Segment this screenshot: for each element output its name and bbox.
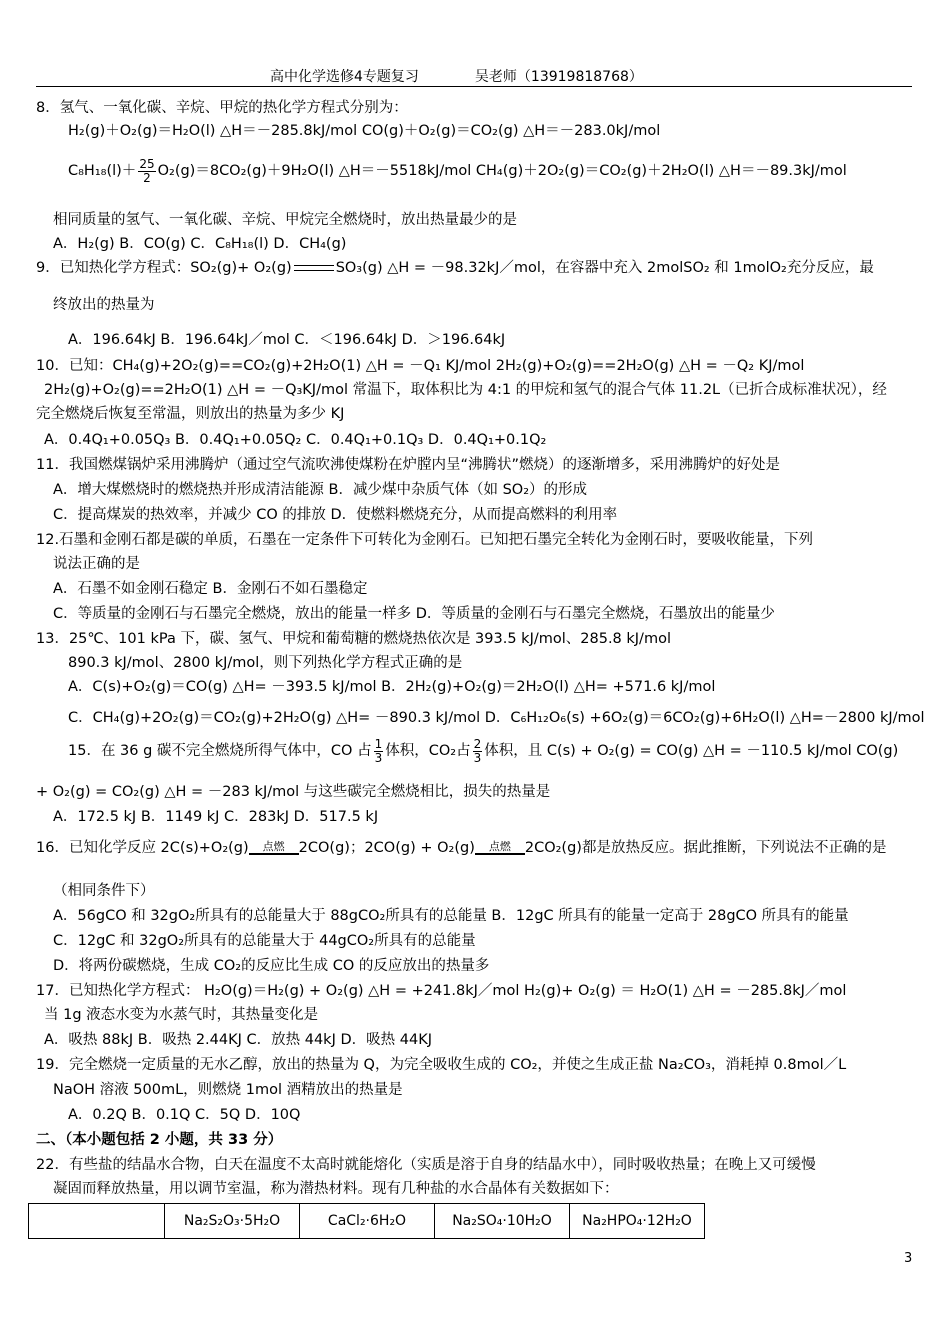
table-header-cell: Na₂SO₄·10H₂O — [435, 1204, 570, 1239]
header-teacher: 吴老师（13919818768） — [474, 69, 643, 85]
q15-fraction-1 — [374, 738, 384, 765]
q15-options: A．172.5 kJ B．1149 kJ C．283kJ D．517.5 kJ — [53, 809, 379, 825]
q19-line2: NaOH 溶液 500mL，则燃烧 1mol 酒精放出的热量是 — [53, 1082, 403, 1098]
q16-line1 — [36, 838, 886, 858]
q13-line1: 13．25℃、101 kPa 下，碳、氢气、甲烷和葡萄糖的燃烧热依次是 393.5 kJ/mol、285.8 kJ/mol — [36, 631, 671, 647]
equilibrium-arrow-icon — [294, 263, 334, 273]
q8-eq2b: O₂(g)＝8CO₂(g)＋9H₂O(l) △H＝－5518kJ/mol CH₄(g)＋2O₂(g)＝CO₂(g)＋2H₂O(l) △H＝－89.3kJ/mol — [157, 163, 847, 179]
q13-opt1: A．C(s)+O₂(g)＝CO(g) △H= －393.5 kJ/mol B．2H₂(g)+O₂(g)＝2H₂O(l) △H= +571.6 kJ/mol — [68, 679, 716, 695]
q9-stem-a: 9．已知热化学方程式：SO₂(g)+ O₂(g) — [36, 260, 292, 276]
q15-fraction-2 — [473, 738, 483, 765]
q16-b: 2CO(g)；2CO(g) + O₂(g) — [298, 840, 475, 856]
q8-question: 相同质量的氢气、一氧化碳、辛烷、甲烷完全燃烧时，放出热量最少的是 — [53, 212, 517, 228]
header-title: 高中化学选修4专题复习 — [270, 69, 419, 85]
q15-line2: + O₂(g) = CO₂(g) △H = －283 kJ/mol 与这些碳完全燃烧相比，损失的热量是 — [36, 784, 551, 800]
hydrate-data-table — [28, 1203, 705, 1239]
table-header-cell: Na₂HPO₄·12H₂O — [570, 1204, 705, 1239]
q12-line1: 12.石墨和金刚石都是碳的单质，石墨在一定条件下可转化为金刚石。已知把石墨完全转化为金刚石时，要吸收能量，下列 — [36, 532, 814, 548]
q8-stem: 8．氢气、一氧化碳、辛烷、甲烷的热化学方程式分别为： — [36, 100, 408, 116]
section-2-heading: 二、（本小题包括 2 小题，共 33 分） — [36, 1132, 283, 1148]
q15-f1-num: 1 — [374, 736, 383, 751]
q16-opt1: A．56gCO 和 32gO₂所具有的总能量大于 88gCO₂所具有的总能量 B．12gC 所具有的能量一定高于 28gCO 所具有的能量 — [53, 908, 849, 924]
q13-line2: 890.3 kJ/mol、2800 kJ/mol，则下列热化学方程式正确的是 — [68, 655, 463, 671]
q9-stem-b: SO₃(g) △H = －98.32kJ／mol，在容器中充入 2molSO₂ 和 1molO₂充分反应，最 — [335, 260, 874, 276]
q12-opt2: C．等质量的金刚石与石墨完全燃烧，放出的能量一样多 D．等质量的金刚石与石墨完全燃烧，石墨放出的能量少 — [53, 606, 775, 622]
q16-line2: （相同条件下） — [53, 883, 155, 899]
q8-frac-den: 2 — [143, 170, 151, 185]
table-header-row — [29, 1204, 705, 1239]
q10-options: A．0.4Q₁+0.05Q₃ B．0.4Q₁+0.05Q₂ C．0.4Q₁+0.1Q₃ D．0.4Q₁+0.1Q₂ — [44, 432, 547, 448]
q15-a: 15．在 36 g 碳不完全燃烧所得气体中，CO 占 — [68, 743, 372, 759]
q13-opt2: C．CH₄(g)+2O₂(g)＝CO₂(g)+2H₂O(g) △H= －890.3 kJ/mol D．C₆H₁₂O₆(s) +6O₂(g)＝6CO₂(g)+6H₂O(l) △H=－2800 kJ/mol — [68, 710, 925, 726]
q10-line1: 10．已知：CH₄(g)+2O₂(g)==CO₂(g)+2H₂O(1) △H = －Q₁ KJ/mol 2H₂(g)+O₂(g)==2H₂O(g) △H = －Q₂ KJ/mol — [36, 358, 805, 374]
q15-c: 体积，且 C(s) + O₂(g) = CO(g) △H = －110.5 kJ/mol CO(g) — [484, 743, 899, 759]
q16-condition-1: 点燃 — [249, 841, 299, 855]
table-header-cell: Na₂S₂O₃·5H₂O — [165, 1204, 300, 1239]
q17-line1: 17．已知热化学方程式： H₂O(g)＝H₂(g) + O₂(g) △H = +241.8kJ／mol H₂(g)+ O₂(g) ＝ H₂O(1) △H = －285.8kJ／mol — [36, 983, 847, 999]
q15-line1 — [68, 734, 898, 768]
table-header-cell — [29, 1204, 165, 1239]
q8-frac-num: 25 — [139, 156, 155, 171]
q9-options: A．196.64kJ B．196.64kJ／mol C．＜196.64kJ D．＞196.64kJ — [68, 332, 506, 348]
q10-line2: 2H₂(g)+O₂(g)==2H₂O(1) △H = －Q₃KJ/mol 常温下，取体积比为 4:1 的甲烷和氢气的混合气体 11.2L（已折合成标准状况），经 — [44, 382, 887, 398]
q16-c: 2CO₂(g)都是放热反应。据此推断，下列说法不正确的是 — [524, 840, 887, 856]
q16-opt2: C．12gC 和 32gO₂所具有的总能量大于 44gCO₂所具有的总能量 — [53, 933, 476, 949]
page-number: 3 — [904, 1251, 913, 1266]
q11-opt1: A．增大煤燃烧时的燃烧热并形成清洁能源 B．减少煤中杂质气体（如 SO₂）的形成 — [53, 482, 588, 498]
q11-stem: 11．我国燃煤锅炉采用沸腾炉（通过空气流吹沸使煤粉在炉膛内呈“沸腾状”燃烧）的逐渐增多，采用沸腾炉的好处是 — [36, 457, 780, 473]
q16-opt3: D．将两份碳燃烧，生成 CO₂的反应比生成 CO 的反应放出的热量多 — [53, 958, 490, 974]
q16-a: 16．已知化学反应 2C(s)+O₂(g) — [36, 840, 249, 856]
q8-eq2 — [68, 154, 847, 188]
q15-f2-den: 3 — [473, 750, 482, 765]
q8-options: A．H₂(g) B．CO(g) C．C₈H₁₈(l) D．CH₄(g) — [53, 236, 347, 252]
q15-b: 体积，CO₂占 — [385, 743, 471, 759]
q22-line1: 22．有些盐的结晶水合物，白天在温度不太高时就能熔化（实质是溶于自身的结晶水中），同时吸收热量；在晚上又可缓慢 — [36, 1157, 816, 1173]
header-rule — [36, 86, 912, 87]
table-header-cell: CaCl₂·6H₂O — [300, 1204, 435, 1239]
q11-opt2: C．提高煤炭的热效率，并减少 CO 的排放 D．使燃料燃烧充分，从而提高燃料的利用率 — [53, 507, 618, 523]
q19-line1: 19．完全燃烧一定质量的无水乙醇，放出的热量为 Q，为完全吸收生成的 CO₂，并使之生成正盐 Na₂CO₃，消耗掉 0.8mol／L — [36, 1057, 847, 1073]
page-header — [270, 66, 643, 86]
q12-line2: 说法正确的是 — [53, 556, 140, 572]
q8-eq1: H₂(g)＋O₂(g)＝H₂O(l) △H＝－285.8kJ/mol CO(g)＋O₂(g)＝CO₂(g) △H＝－283.0kJ/mol — [68, 123, 661, 139]
q9-stem-c: 终放出的热量为 — [53, 297, 155, 313]
q12-opt1: A．石墨不如金刚石稳定 B．金刚石不如石墨稳定 — [53, 581, 368, 597]
q8-fraction — [138, 158, 155, 185]
q10-line3: 完全燃烧后恢复至常温，则放出的热量为多少 KJ — [36, 406, 345, 422]
q15-f1-den: 3 — [374, 750, 383, 765]
q17-options: A．吸热 88kJ B．吸热 2.44KJ C．放热 44kJ D．吸热 44KJ — [44, 1032, 432, 1048]
q17-line2: 当 1g 液态水变为水蒸气时，其热量变化是 — [44, 1007, 319, 1023]
q8-eq2a: C₈H₁₈(l)＋ — [68, 163, 137, 179]
q15-f2-num: 2 — [473, 736, 482, 751]
q16-condition-2: 点燃 — [475, 841, 525, 855]
q22-line2: 凝固而释放热量，用以调节室温，称为潜热材料。现有几种盐的水合晶体有关数据如下： — [53, 1181, 619, 1197]
q9-stem — [36, 258, 874, 278]
q19-options: A．0.2Q B．0.1Q C．5Q D．10Q — [68, 1107, 301, 1123]
